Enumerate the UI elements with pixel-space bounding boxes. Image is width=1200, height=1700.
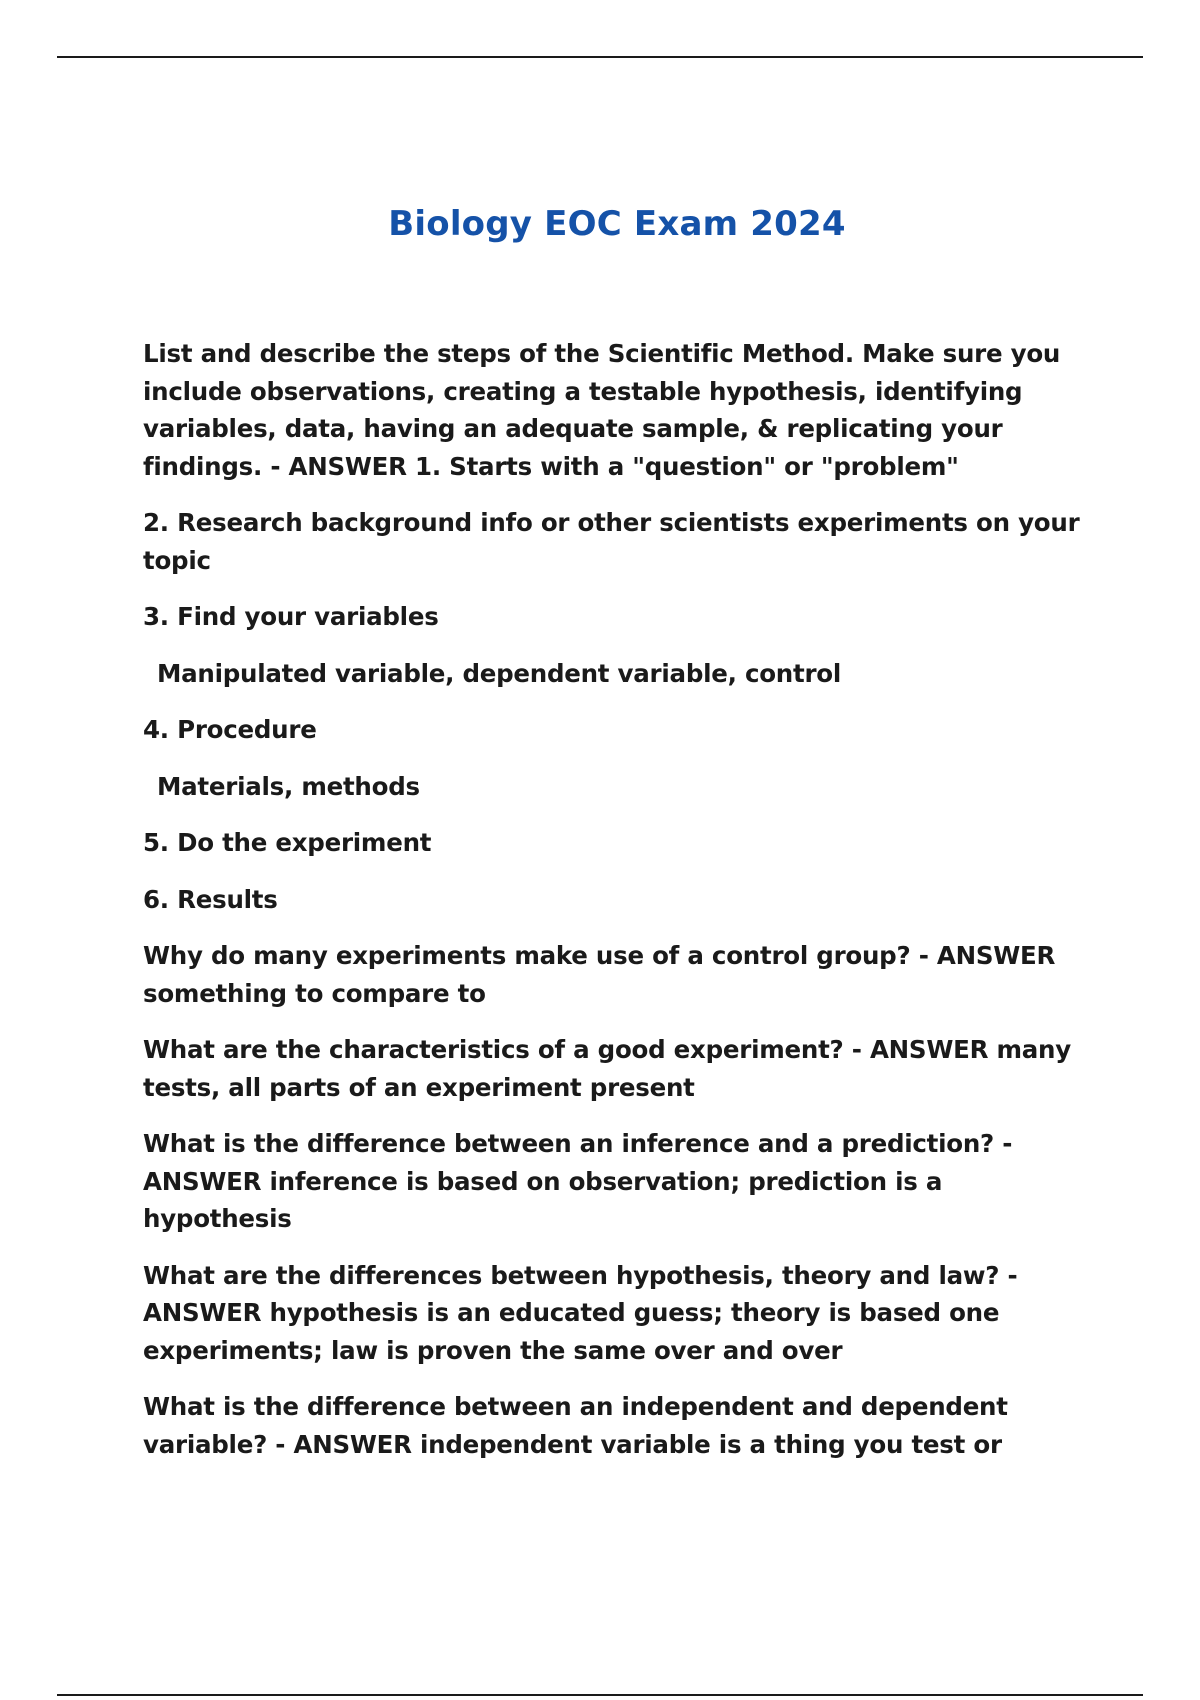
bottom-rule (57, 1694, 1143, 1696)
step-experiment: 5. Do the experiment (143, 828, 432, 857)
question-inference-prediction: What is the difference between an inference and a prediction? - ANSWER inference is based on observation; prediction is a hypothesis (143, 1129, 1013, 1233)
question-scientific-method: List and describe the steps of the Scientific Method. Make sure you include observations, creating a testable hypothesis, identifying variables, data, having an adequate sample, & replicating your findings. - ANSWER 1. Starts with a "question" or "problem" (143, 339, 1061, 481)
question-good-experiment: What are the characteristics of a good experiment? - ANSWER many tests, all parts of an experiment present (143, 1035, 1071, 1102)
question-independent-dependent: What is the difference between an independent and dependent variable? - ANSWER independent variable is a thing you test or (143, 1392, 1008, 1459)
step-procedure: 4. Procedure (143, 715, 317, 744)
document-body (143, 335, 1103, 1482)
step-variables: 3. Find your variables (143, 602, 439, 631)
document-title: Biology EOC Exam 2024 (388, 204, 846, 244)
step-variables-detail: Manipulated variable, dependent variable, control (157, 658, 842, 688)
question-hypothesis-theory-law: What are the differences between hypothesis, theory and law? - ANSWER hypothesis is an educated guess; theory is based one experiments; law is proven the same over and over (143, 1260, 1018, 1365)
step-procedure-detail: Materials, methods (157, 771, 420, 801)
question-control-group: Why do many experiments make use of a control group? - ANSWER something to compare to (143, 941, 1056, 1008)
step-research: 2. Research background info or other scientists experiments on your topic (143, 508, 1080, 575)
top-rule (57, 56, 1143, 58)
step-results: 6. Results (143, 884, 278, 914)
